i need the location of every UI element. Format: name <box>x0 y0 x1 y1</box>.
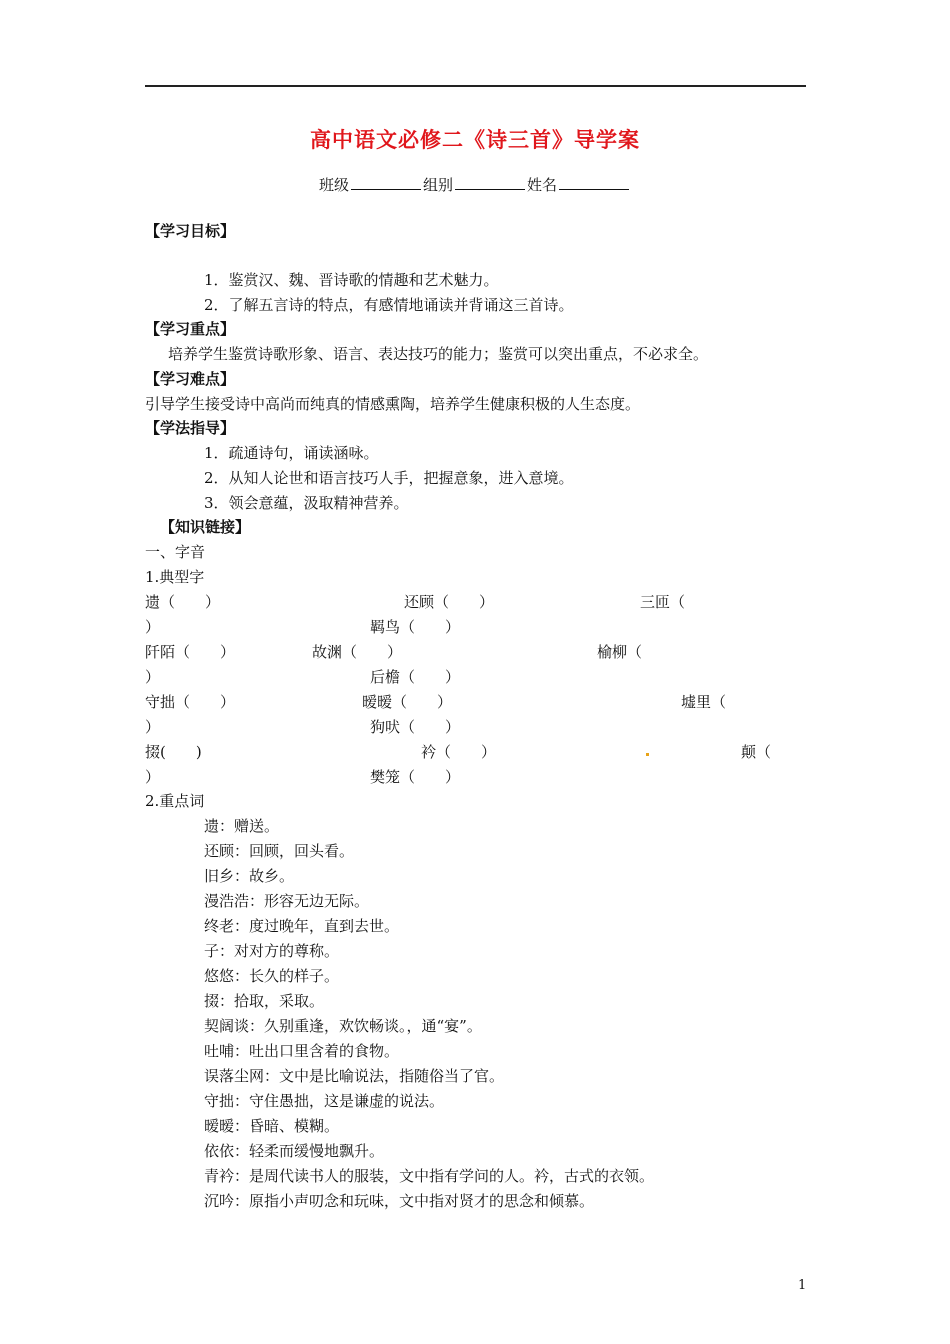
word-item: 吐哺：吐出口里含着的食物。 <box>204 1042 400 1060</box>
char-item: 颠（ <box>741 743 772 761</box>
char-item: 后檐（ ） <box>370 668 461 686</box>
char-item: 暧暧（ ） <box>362 693 453 711</box>
char-item: 守拙（ ） <box>145 693 236 711</box>
method-item: 1．疏通诗句，诵读涵咏。 <box>204 444 379 462</box>
method-item: 3．领会意蕴，汲取精神营养。 <box>204 494 409 512</box>
difficulty-heading: 【学习难点】 <box>145 370 236 388</box>
word-item: 契阔谈：久别重逢，欢饮畅谈。，通“宴”。 <box>204 1017 482 1035</box>
word-item: 子：对对方的尊称。 <box>204 942 340 960</box>
sub-heading: 1.典型字 <box>145 568 205 586</box>
name-label: 姓名 <box>527 176 558 194</box>
char-item: ） <box>145 768 161 786</box>
char-item: 衿（ ） <box>421 743 497 761</box>
char-item: 樊笼（ ） <box>370 768 461 786</box>
char-item: 榆柳（ <box>597 643 643 661</box>
char-item: ） <box>145 668 161 686</box>
char-item: ） <box>145 618 161 636</box>
word-item: 青衿：是周代读书人的服装，文中指有学问的人。衿，古式的衣领。 <box>204 1167 655 1185</box>
word-item: 旧乡：故乡。 <box>204 867 295 885</box>
word-item: 暧暧：昏暗、模糊。 <box>204 1117 340 1135</box>
class-label: 班级 <box>318 176 349 194</box>
stray-mark <box>646 753 649 756</box>
char-item: 还顾（ ） <box>404 593 495 611</box>
key-text: 培养学生鉴赏诗歌形象、语言、表达技巧的能力；鉴赏可以突出重点，不必求全。 <box>168 345 709 363</box>
method-item: 2．从知人论世和语言技巧人手，把握意象，进入意境。 <box>204 469 574 487</box>
part-heading: 一、字音 <box>145 543 206 561</box>
word-item: 守拙：守住愚拙，这是谦虚的说法。 <box>204 1092 445 1110</box>
class-blank[interactable] <box>351 175 421 190</box>
objective-item: 1．鉴赏汉、魏、晋诗歌的情趣和艺术魅力。 <box>204 271 499 289</box>
char-item: ） <box>145 718 161 736</box>
student-info-fields <box>0 174 950 195</box>
word-item: 误落尘网：文中是比喻说法，指随俗当了官。 <box>204 1067 505 1085</box>
char-item: 羁鸟（ ） <box>370 618 461 636</box>
word-item: 掇：拾取，采取。 <box>204 992 325 1010</box>
char-item: 阡陌（ ） <box>145 643 236 661</box>
name-blank[interactable] <box>559 175 629 190</box>
key-heading: 【学习重点】 <box>145 320 236 338</box>
char-item: 故渊（ ） <box>312 643 403 661</box>
difficulty-text: 引导学生接受诗中高尚而纯真的情感熏陶，培养学生健康积极的人生态度。 <box>145 395 641 413</box>
group-blank[interactable] <box>455 175 525 190</box>
word-item: 悠悠：长久的样子。 <box>204 967 340 985</box>
group-label: 组别 <box>422 176 453 194</box>
link-heading: 【知识链接】 <box>160 518 251 536</box>
word-item: 依依：轻柔而缓慢地飘升。 <box>204 1142 385 1160</box>
char-item: 三匝（ <box>640 593 686 611</box>
word-item: 还顾：回顾，回头看。 <box>204 842 355 860</box>
objectives-heading: 【学习目标】 <box>145 222 236 240</box>
method-heading: 【学法指导】 <box>145 419 236 437</box>
char-item: 狗吠（ ） <box>370 718 461 736</box>
char-item: 掇( ) <box>145 743 202 761</box>
word-item: 终老：度过晚年，直到去世。 <box>204 917 400 935</box>
header-rule <box>145 85 806 87</box>
word-item: 漫浩浩：形容无边无际。 <box>204 892 370 910</box>
sub-heading: 2.重点词 <box>145 792 205 810</box>
char-item: 墟里（ <box>681 693 727 711</box>
page-number: 1 <box>798 1278 807 1293</box>
word-item: 沉吟：原指小声叨念和玩味，文中指对贤才的思念和倾慕。 <box>204 1192 595 1210</box>
word-item: 遗：赠送。 <box>204 817 280 835</box>
char-item: 遗（ ） <box>145 593 221 611</box>
page-title: 高中语文必修二《诗三首》导学案 <box>310 128 640 152</box>
objective-item: 2．了解五言诗的特点，有感情地诵读并背诵这三首诗。 <box>204 296 574 314</box>
